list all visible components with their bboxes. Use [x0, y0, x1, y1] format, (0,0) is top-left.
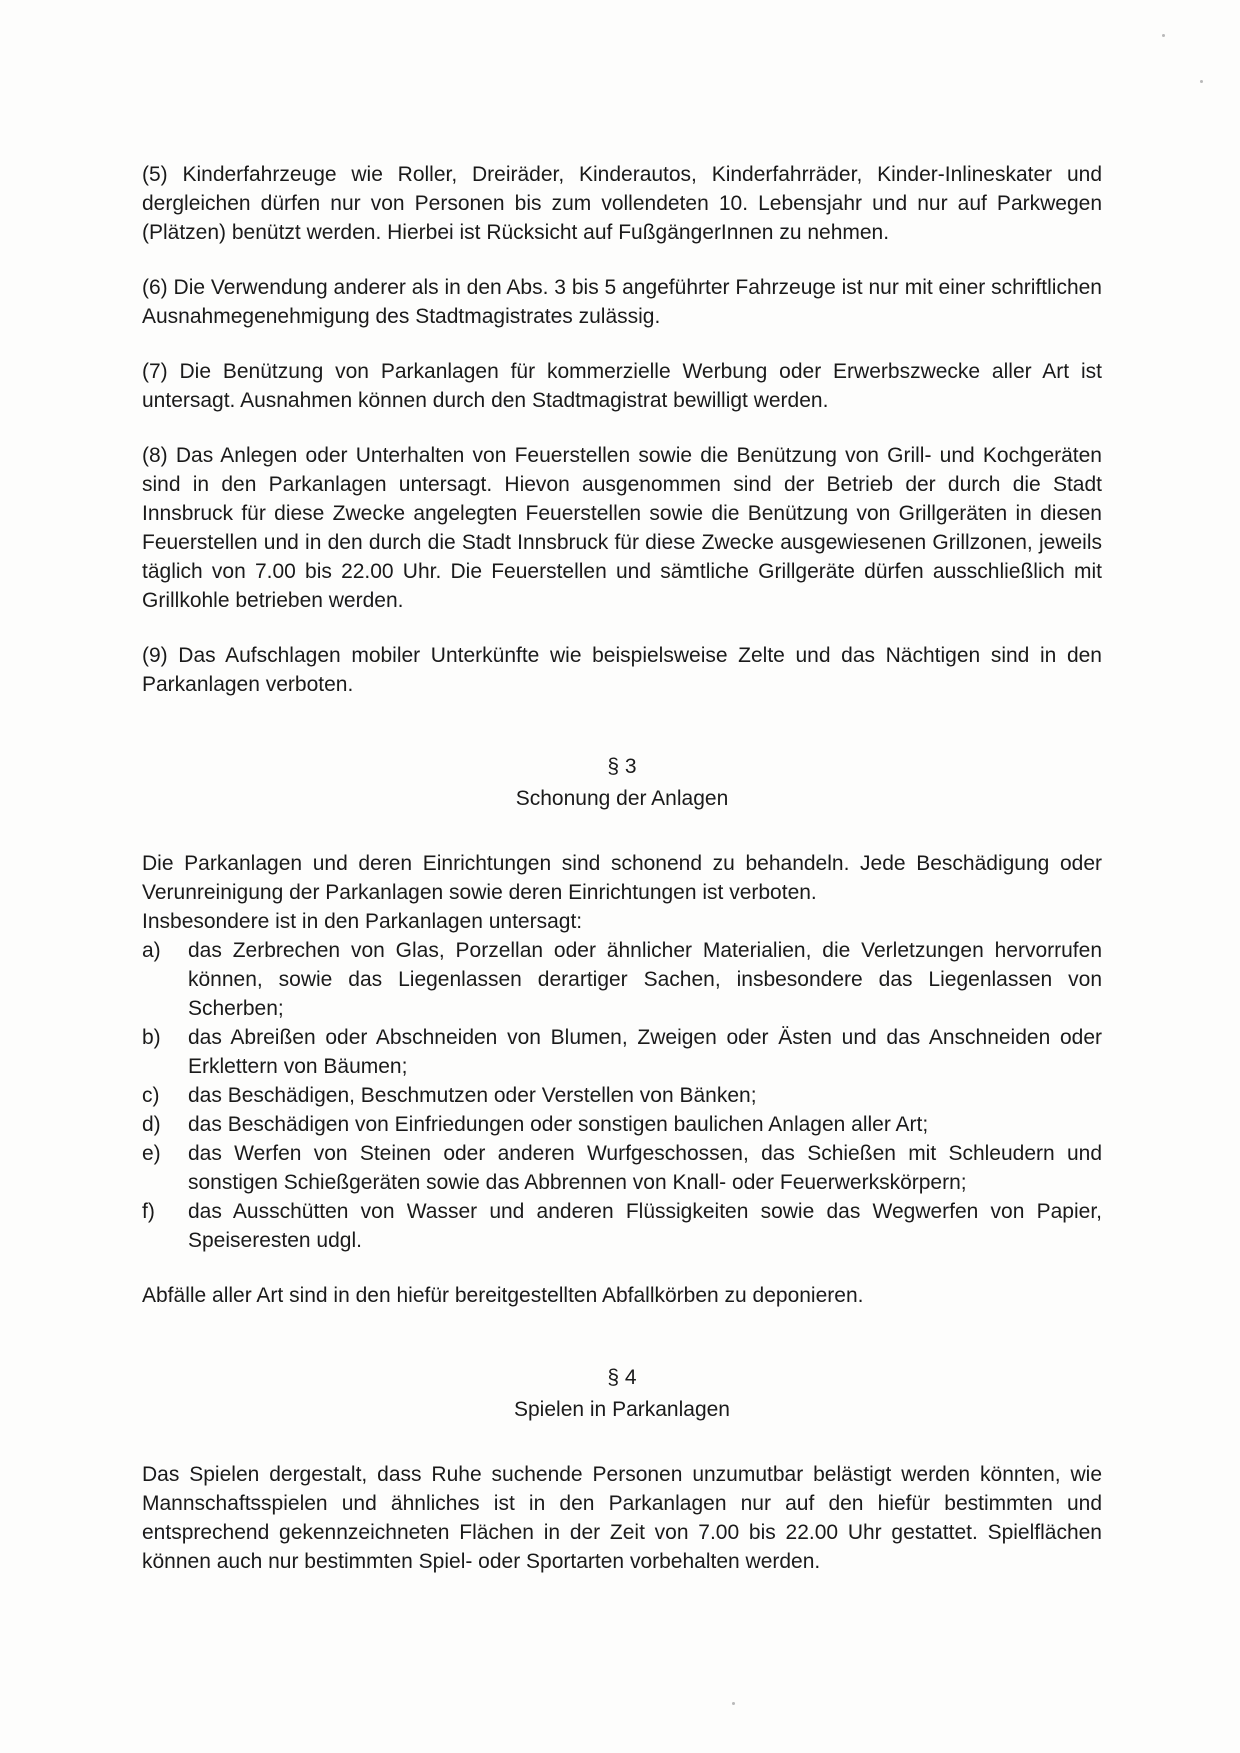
section-4-text: Das Spielen dergestalt, dass Ruhe suchende Personen unzumutbar belästigt werden könnten, wie Mannschaftsspielen und ähnliches ist in den Parkanlagen nur auf den hiefür bestimmten und entsprechend gekennzeichneten Flächen in der Zeit von 7.00 bis 22.00 Uhr gestattet. Spielflächen können auch nur bestimmten Spiel- oder Sportarten vorbehalten werden.	[142, 1463, 1102, 1573]
list-item-marker: a)	[142, 939, 161, 962]
scan-speck	[732, 1702, 735, 1705]
list-item-text: das Werfen von Steinen oder anderen Wurfgeschossen, das Schießen mit Schleudern und sonstigen Schießgeräten sowie das Abbrennen von Knall- oder Feuerwerkskörpern;	[188, 1142, 1102, 1194]
list-item-marker: c)	[142, 1084, 160, 1107]
list-item-marker: b)	[142, 1026, 161, 1049]
paragraph-5: (5) Kinderfahrzeuge wie Roller, Dreiräder, Kinderautos, Kinderfahrräder, Kinder-Inlineskater und dergleichen dürfen nur von Personen bis zum vollendeten 10. Lebensjahr und nur auf Parkwegen (Plätzen) benützt werden. Hierbei ist Rücksicht auf FußgängerInnen zu nehmen.	[142, 163, 1102, 244]
paragraph-9: (9) Das Aufschlagen mobiler Unterkünfte wie beispielsweise Zelte und das Nächtigen sind in den Parkanlagen verboten.	[142, 644, 1102, 696]
section-3-lead: Insbesondere ist in den Parkanlagen untersagt:	[142, 910, 583, 933]
list-item-marker: f)	[142, 1200, 155, 1223]
list-item	[142, 1023, 1102, 1081]
list-item	[142, 1110, 1102, 1139]
section-3-body	[142, 849, 1102, 1310]
section-3-number: § 3	[607, 755, 637, 778]
list-item-text: das Ausschütten von Wasser und anderen Flüssigkeiten sowie das Wegwerfen von Papier, Speiseresten udgl.	[188, 1200, 1102, 1252]
list-item-text: das Abreißen oder Abschneiden von Blumen, Zweigen oder Ästen und das Anschneiden oder Erklettern von Bäumen;	[188, 1026, 1102, 1078]
list-item	[142, 1139, 1102, 1197]
document-body	[142, 160, 1102, 1602]
section-3-closing: Abfälle aller Art sind in den hiefür bereitgestellten Abfallkörben zu deponieren.	[142, 1284, 864, 1307]
section-3-intro: Die Parkanlagen und deren Einrichtungen sind schonend zu behandeln. Jede Beschädigung oder Verunreinigung der Parkanlagen sowie deren Einrichtungen ist verboten.	[142, 852, 1102, 904]
scan-speck	[1200, 80, 1203, 83]
list-item-marker: d)	[142, 1113, 161, 1136]
section-4-title: Spielen in Parkanlagen	[514, 1398, 730, 1421]
paragraph-7: (7) Die Benützung von Parkanlagen für kommerzielle Werbung oder Erwerbszwecke aller Art ist untersagt. Ausnahmen können durch den Stadtmagistrat bewilligt werden.	[142, 360, 1102, 412]
list-item-text: das Zerbrechen von Glas, Porzellan oder ähnlicher Materialien, die Verletzungen hervorrufen können, sowie das Liegenlassen derartiger Sachen, insbesondere das Liegenlassen von Scherben;	[188, 939, 1102, 1020]
section-4-heading	[142, 1362, 1102, 1426]
section-3-title: Schonung der Anlagen	[515, 787, 729, 810]
section-4-number: § 4	[607, 1366, 637, 1389]
list-item-text: das Beschädigen von Einfriedungen oder sonstigen baulichen Anlagen aller Art;	[188, 1113, 929, 1136]
list-item	[142, 1081, 1102, 1110]
paragraph-8: (8) Das Anlegen oder Unterhalten von Feuerstellen sowie die Benützung von Grill- und Kochgeräten sind in den Parkanlagen untersagt. Hievon ausgenommen sind der Betrieb der durch die Stadt Innsbruck für diese Zwecke angelegten Feuerstellen sowie die Benützung von Grillgeräten in diesen Feuerstellen und in den durch die Stadt Innsbruck für diese Zwecke ausgewiesenen Grillzonen, jeweils täglich von 7.00 bis 22.00 Uhr. Die Feuerstellen und sämtliche Grillgeräte dürfen ausschließlich mit Grillkohle betrieben werden.	[142, 444, 1102, 612]
list-item-marker: e)	[142, 1142, 161, 1165]
list-item	[142, 1197, 1102, 1255]
paragraph-6: (6) Die Verwendung anderer als in den Abs. 3 bis 5 angeführter Fahrzeuge ist nur mit einer schriftlichen Ausnahmegenehmigung des Stadtmagistrates zulässig.	[142, 276, 1102, 328]
section-3-heading	[142, 751, 1102, 815]
scan-speck	[1162, 34, 1165, 37]
list-item	[142, 936, 1102, 1023]
list-item-text: das Beschädigen, Beschmutzen oder Verstellen von Bänken;	[188, 1084, 757, 1107]
section-3-list	[142, 936, 1102, 1255]
